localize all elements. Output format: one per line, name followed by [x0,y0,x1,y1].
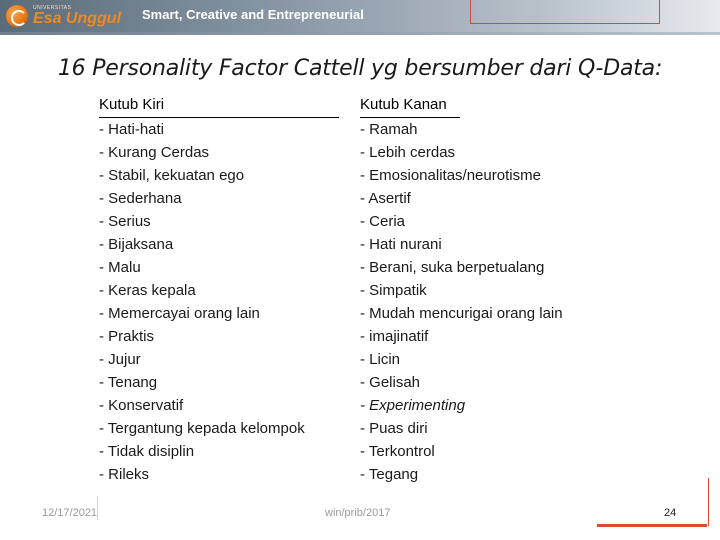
header-decorative-box [470,0,660,24]
list-item: - Hati nurani [360,236,442,253]
list-item: - Rileks [99,466,150,483]
list-item: - Gelisah [360,374,421,391]
list-item: - Asertif [360,190,411,207]
list-item: - Tenang [99,374,158,391]
list-item: - Stabil, kekuatan ego [99,167,245,184]
university-logo [6,3,121,29]
list-item: - Emosionalitas/neurotisme [360,167,541,184]
list-item: - Hati-hati [99,121,165,138]
footer-accent-vertical [708,478,709,526]
list-item: - Terkontrol [360,443,435,460]
list-item: - Tegang [360,466,419,483]
page-number: 24 [664,507,677,519]
left-pole-list [99,118,339,486]
list-item: - Ramah [360,121,418,138]
right-pole-list [360,118,620,486]
list-item: - Simpatik [360,282,427,299]
footer-center-text: win/prib/2017 [325,507,391,519]
list-item: - Licin [360,351,401,368]
list-item: - Malu [99,259,141,276]
logo-mark-icon [6,5,28,27]
list-item: - Puas diri [360,420,428,437]
header-banner [0,0,720,32]
list-item: - Bijaksana [99,236,174,253]
right-pole-heading: Kutub Kanan [360,95,460,118]
list-item: - Lebih cerdas [360,144,456,161]
list-item: - Sederhana [99,190,182,207]
right-pole-column [360,95,620,486]
list-item: - Berani, suka berpetualang [360,259,545,276]
slide-title: 16 Personality Factor Cattell yg bersumber dari Q-Data: [57,56,663,81]
list-item: - imajinatif [360,328,429,345]
list-item: - Kurang Cerdas [99,144,210,161]
header-stripe [0,32,720,35]
list-item: - Mudah mencurigai orang lain [360,305,563,322]
list-item: - Praktis [99,328,155,345]
left-pole-heading: Kutub Kiri [99,95,339,118]
footer-date: 12/17/2021 [42,507,98,519]
logo-small-text: UNIVERSITAS [33,4,72,11]
footer-divider [97,496,98,520]
list-item: - Memercayai orang lain [99,305,260,322]
list-item: - Konservatif [99,397,184,414]
list-item: - Ceria [360,213,406,230]
list-item: - Experimenting [360,397,466,414]
list-item: - Tergantung kepada kelompok [99,420,305,437]
header-tagline: Smart, Creative and Entrepreneurial [142,7,364,22]
logo-name: Esa Unggul [33,9,122,27]
list-item: - Keras kepala [99,282,196,299]
left-pole-column [99,95,339,486]
footer-accent-line [597,524,707,527]
list-item: - Serius [99,213,151,230]
list-item: - Jujur [99,351,141,368]
list-item: - Tidak disiplin [99,443,195,460]
